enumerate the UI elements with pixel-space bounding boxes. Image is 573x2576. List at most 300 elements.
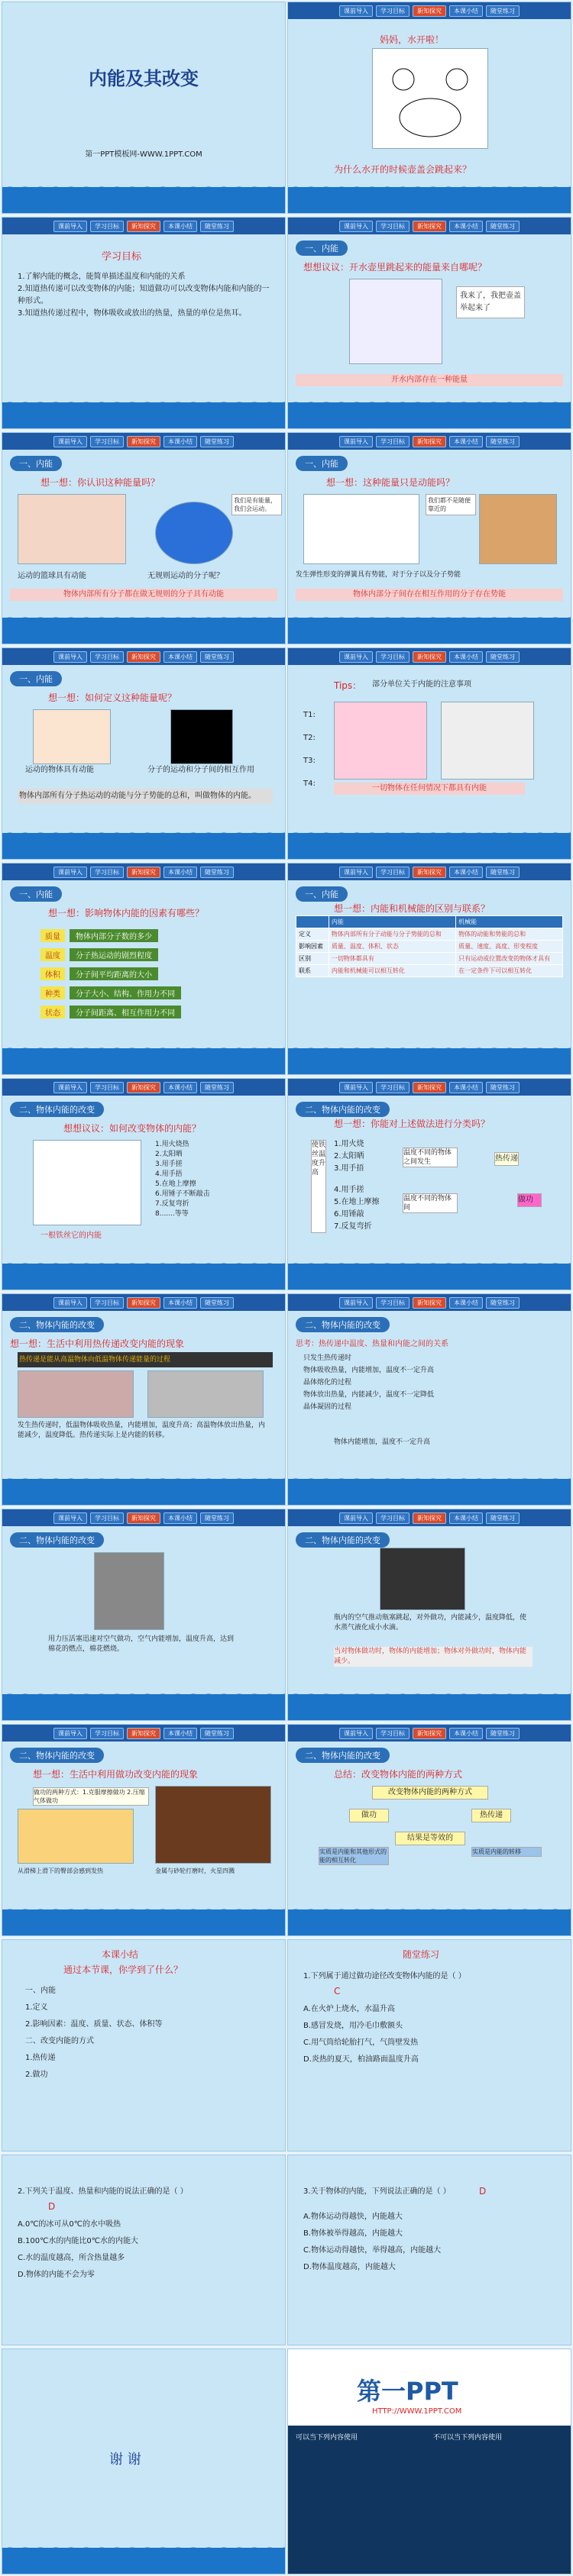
highlight-bar: 开水内部存在一种能量	[296, 374, 563, 386]
options	[303, 2001, 419, 2068]
nav-button[interactable]: 课前导入	[53, 1728, 87, 1739]
nav-button[interactable]: 本课小结	[449, 1728, 483, 1739]
nav-button[interactable]: 本课小结	[163, 1512, 197, 1524]
option: C.用气筒给轮胎打气，气筒壁发热	[303, 2039, 419, 2047]
s3-head: 学习目标	[102, 251, 142, 263]
nav-button[interactable]: 本课小结	[449, 221, 483, 232]
factor-row	[40, 1004, 181, 1018]
work-essence: 实质是内能和其他形式的能的相互转化	[319, 1847, 389, 1865]
summary-item: 1.热传递	[25, 2054, 56, 2062]
nav-button[interactable]: 学习目标	[376, 221, 410, 232]
ironing-image	[147, 1370, 264, 1418]
nav-button[interactable]: 学习目标	[90, 1512, 124, 1524]
speech-bubble: 我来了，我把壶盖举起来了	[456, 286, 525, 318]
nav-bar	[2, 864, 285, 880]
nav-button[interactable]: 学习目标	[90, 1728, 124, 1739]
summary-item: 二、改变内能的方式	[25, 2037, 94, 2045]
nav-bar	[2, 648, 285, 665]
option: A.物体运动得越快，内能越大	[303, 2213, 403, 2221]
molecule-image	[479, 494, 557, 564]
nav-button[interactable]: 新知探究	[127, 1297, 160, 1309]
highlight-bar: 物体内部分子间存在相互作用的分子存在势能	[296, 589, 563, 601]
nav-button[interactable]: 课前导入	[53, 867, 87, 878]
answer: C	[334, 1986, 341, 1997]
nav-button[interactable]: 随堂练习	[486, 651, 520, 663]
main-title: 内能及其改变	[89, 67, 199, 89]
nav-button[interactable]: 学习目标	[90, 651, 124, 663]
nav-button[interactable]: 新知探究	[127, 1728, 160, 1739]
nav-button[interactable]: 本课小结	[449, 651, 483, 663]
slide-10	[287, 863, 571, 1075]
nav-button[interactable]: 课前导入	[53, 1512, 87, 1524]
caption: 分子的运动和分子间的相互作用	[147, 766, 254, 774]
kettle-cartoon	[372, 48, 488, 149]
nav-button[interactable]: 学习目标	[376, 5, 410, 17]
waves-decoration	[288, 618, 571, 644]
s7-question: 想一想：如何定义这种能量呢？	[48, 692, 177, 703]
waves-decoration	[288, 1264, 571, 1290]
table-cell: 质量、速度、高度、形变程度	[456, 941, 563, 953]
waves-decoration	[2, 833, 285, 859]
nav-button[interactable]: 本课小结	[163, 436, 197, 447]
nav-bar	[2, 1079, 285, 1096]
s4-question: 想想议议：开水壶里跳起来的能量来自哪呢？	[303, 262, 487, 273]
s11-question: 想想议议：如何改变物体的内能？	[63, 1123, 202, 1134]
equivalent-box: 结果是等效的	[395, 1832, 465, 1845]
nav-button[interactable]: 课前导入	[339, 1512, 373, 1524]
cooking-image	[18, 1370, 134, 1418]
nav-button[interactable]: 新知探究	[413, 221, 446, 232]
table-header: 机械能	[456, 916, 563, 928]
table-cell: 定义	[296, 928, 329, 941]
waves-decoration	[2, 1264, 285, 1290]
waves-decoration	[2, 1694, 285, 1720]
table-cell: 内能和机械能可以相互转化	[329, 965, 455, 977]
basketball-image	[18, 494, 126, 564]
highlight-bar: 一切物体在任何情况下都具有内能	[334, 783, 525, 795]
nav-button[interactable]: 新知探究	[413, 651, 446, 663]
factor-desc: 分子间距离、相互作用力不同	[70, 1006, 181, 1018]
nav-button[interactable]: 课前导入	[339, 867, 373, 878]
nav-button[interactable]: 随堂练习	[200, 1082, 234, 1093]
slide-18	[287, 1724, 571, 1936]
method-item: 2.太阳晒	[155, 1151, 183, 1158]
objective-item: 3.知道热传递过程中，物体吸收或放出的热量，热量的单位是焦耳。	[18, 309, 247, 318]
caption: 发生弹性形变的弹簧具有势能，对于分子以及分子势能	[296, 571, 461, 579]
s5-question: 想一想：你认识这种能量吗？	[40, 477, 160, 488]
method-list	[155, 1140, 210, 1219]
nav-button[interactable]: 新知探究	[413, 1728, 446, 1739]
nav-button[interactable]: 学习目标	[376, 867, 410, 878]
slide-20	[287, 1939, 571, 2152]
table-header: 内能	[329, 916, 455, 928]
table-cell: 影响因素	[296, 941, 329, 953]
nav-button[interactable]: 学习目标	[376, 1512, 410, 1524]
group-a	[334, 1138, 364, 1175]
note-bar: 热传递是能从高温物体向低温物体传递能量的过程	[18, 1352, 273, 1367]
nav-button[interactable]: 随堂练习	[200, 867, 234, 878]
side-label: 使铁丝温度升高	[311, 1140, 326, 1233]
section-tag: 一、内能	[10, 456, 62, 471]
highlight-bar: 物体内部所有分子都在做无规则的分子具有动能	[10, 589, 277, 601]
nav-button[interactable]: 随堂练习	[486, 1512, 520, 1524]
section-tag: 一、内能	[296, 240, 348, 256]
s2-question: 为什么水开的时候壶盖会跳起来？	[334, 164, 472, 175]
conclusion: 物体内能增加，温度不一定升高	[334, 1438, 431, 1446]
nav-button[interactable]: 课前导入	[339, 651, 373, 663]
method-item: 1.用火烧热	[155, 1141, 189, 1148]
nav-button[interactable]: 新知探究	[127, 651, 160, 663]
factor-row	[40, 947, 181, 961]
nav-button[interactable]: 课前导入	[339, 1082, 373, 1093]
slide-12	[287, 1078, 571, 1290]
method-item: 3.用手捂	[334, 1164, 364, 1173]
nav-button[interactable]: 随堂练习	[486, 5, 520, 17]
table-cell: 在一定条件下可以相互转化	[456, 965, 563, 977]
s12-question: 想一想：你能对上述做法进行分类吗？	[334, 1119, 490, 1129]
answer: D	[48, 2201, 56, 2212]
nav-button[interactable]: 本课小结	[163, 221, 197, 232]
nav-button[interactable]: 学习目标	[90, 867, 124, 878]
waves-decoration	[2, 1048, 285, 1074]
exercise-question: 2.下列关于温度、热量和内能的说法正确的是（ ）	[18, 2187, 188, 2196]
nav-button[interactable]: 随堂练习	[486, 867, 520, 878]
slide-21	[2, 2155, 286, 2345]
nav-button[interactable]: 新知探究	[127, 867, 160, 878]
definition-box: 物体内部所有分子热运动的动能与分子势能的总和，叫做物体的内能。	[18, 789, 273, 804]
nav-button[interactable]: 课前导入	[339, 221, 373, 232]
nav-button[interactable]: 课前导入	[339, 5, 373, 17]
nav-button[interactable]: 学习目标	[376, 436, 410, 447]
section-tag: 二、物体内能的改变	[296, 1532, 390, 1548]
wire-image	[33, 1140, 141, 1225]
method-desc: 温度不同的物体间	[403, 1193, 458, 1213]
section-tag: 二、物体内能的改变	[296, 1748, 390, 1763]
waves-decoration	[2, 1909, 285, 1935]
factor-row	[40, 928, 181, 942]
nav-button[interactable]: 随堂练习	[486, 221, 520, 232]
section-tag: 一、内能	[10, 886, 62, 902]
option: D.炎热的夏天，柏油路面温度升高	[303, 2055, 419, 2064]
heat-box: 热传递	[471, 1809, 511, 1822]
slide-14	[287, 1293, 571, 1506]
slide-17	[2, 1724, 286, 1936]
waves-decoration	[2, 2548, 285, 2574]
slide-5	[2, 432, 286, 644]
nav-button[interactable]: 课前导入	[339, 1297, 373, 1309]
caption: 从滑梯上滑下的臀部会感到发热	[18, 1867, 103, 1874]
nav-button[interactable]: 随堂练习	[200, 221, 234, 232]
slide-2	[287, 2, 571, 214]
section-tag: 二、物体内能的改变	[10, 1102, 104, 1117]
method-item: 6.用锤敲	[334, 1210, 364, 1219]
nav-button[interactable]: 学习目标	[90, 221, 124, 232]
caption: 运动的物体具有动能	[25, 766, 94, 774]
slide-22	[287, 2155, 571, 2345]
nav-button[interactable]: 新知探究	[413, 1512, 446, 1524]
nav-button[interactable]: 本课小结	[449, 436, 483, 447]
nav-button[interactable]: 学习目标	[90, 1082, 124, 1093]
relation-item: 物体放出热量，内能减少，温度不一定降低	[303, 1391, 435, 1399]
experiment-text: 用力压活塞迅速对空气做功，空气内能增加，温度升高，达到棉花的燃点，棉花燃烧。	[48, 1635, 235, 1653]
nav-button[interactable]: 学习目标	[90, 1297, 124, 1309]
method-item: 5.在地上摩擦	[155, 1180, 196, 1188]
nav-button[interactable]: 本课小结	[163, 1728, 197, 1739]
method-item: 7.反复弯折	[334, 1222, 372, 1231]
factor-desc: 物体内部分子数的多少	[70, 929, 158, 942]
section-tag: 一、内能	[10, 671, 62, 686]
section-tag: 二、物体内能的改变	[296, 1102, 390, 1117]
table-cell: 质量、温度、体积、状态	[329, 941, 455, 953]
option: A.0℃的冰可从0℃的水中吸热	[18, 2220, 121, 2229]
nav-button[interactable]: 本课小结	[163, 1082, 197, 1093]
nav-bar	[288, 433, 571, 450]
nav-button[interactable]: 学习目标	[376, 1082, 410, 1093]
nav-button[interactable]: 本课小结	[449, 5, 483, 17]
grinding-image	[155, 1786, 271, 1864]
exercise-question: 1.下列属于通过做功途径改变物体内能的是（ ）	[303, 1972, 466, 1980]
s14-question: 思考：热传递中温度、热量和内能之间的关系	[296, 1340, 448, 1348]
nav-button[interactable]: 本课小结	[449, 1512, 483, 1524]
relation-list	[303, 1352, 555, 1413]
nav-button[interactable]: 随堂练习	[486, 1082, 520, 1093]
waves-decoration	[288, 1048, 571, 1074]
option: C.水的温度越高，所含热量越多	[18, 2254, 125, 2262]
explanation: 发生热传递时，低温物体吸收热量，内能增加，温度升高；高温物体放出热量，内能减少，温度降低。热传递实际上是内能的转移。	[18, 1422, 266, 1439]
nav-button[interactable]: 课前导入	[53, 436, 87, 447]
section-tag: 二、物体内能的改变	[10, 1748, 104, 1763]
speech-bubble: 我们都不是随便靠近的	[426, 494, 476, 515]
waves-decoration	[2, 1479, 285, 1505]
slide-16	[287, 1509, 571, 1721]
logo-text: 第一PPT	[357, 2377, 458, 2406]
nav-button[interactable]: 新知探究	[413, 867, 446, 878]
nav-button[interactable]: 本课小结	[163, 867, 197, 878]
nav-bar	[2, 1725, 285, 1742]
answer: D	[479, 2186, 487, 2197]
summary-item: 一、内能	[25, 1987, 56, 1995]
nav-button[interactable]: 课前导入	[53, 1082, 87, 1093]
waves-decoration	[288, 833, 571, 859]
nav-button[interactable]: 随堂练习	[200, 1512, 234, 1524]
method-item: 7.反复弯折	[155, 1200, 189, 1208]
section-tag: 二、物体内能的改变	[296, 1317, 390, 1332]
table-cell: 联系	[296, 965, 329, 977]
table-cell: 区别	[296, 953, 329, 965]
summary-item: 2.影响因素：温度、质量、状态、体积等	[25, 2020, 163, 2029]
nav-bar	[288, 2, 571, 19]
nav-button[interactable]: 课前导入	[339, 436, 373, 447]
nav-button[interactable]: 新知探究	[127, 221, 160, 232]
factor-tag: 种类	[40, 986, 65, 999]
table-row	[296, 928, 563, 941]
objective-item: 2.知道热传递可以改变物体的内能；知道做功可以改变物体内能和内能的一种形式。	[18, 285, 270, 305]
nav-button[interactable]: 随堂练习	[486, 436, 520, 447]
work-box: 做功	[349, 1809, 389, 1822]
nav-button[interactable]: 学习目标	[376, 1297, 410, 1309]
nav-button[interactable]: 课前导入	[53, 221, 87, 232]
slide-13	[2, 1293, 286, 1506]
subtitle: 第一PPT模板网-WWW.1PPT.COM	[85, 150, 202, 159]
method-item: 1.用火烧	[334, 1140, 364, 1148]
option: B.物体被举得越高，内能越大	[303, 2229, 403, 2238]
exercise-question: 3.关于物体的内能，下列说法正确的是（ ）	[303, 2187, 451, 2196]
caption: 运动的篮球具有动能	[18, 572, 86, 580]
nav-button[interactable]: 学习目标	[376, 1728, 410, 1739]
nav-button[interactable]: 课前导入	[339, 1728, 373, 1739]
nav-bar	[2, 433, 285, 450]
option: B.100℃水的内能比0℃水的内能大	[18, 2237, 138, 2245]
slide-3	[2, 217, 286, 429]
caption: 金属与砂轮打磨时，火星四溅	[155, 1867, 235, 1874]
nav-button[interactable]: 新知探究	[413, 1297, 446, 1309]
nav-button[interactable]: 学习目标	[90, 436, 124, 447]
group-b	[334, 1184, 380, 1233]
table-row	[296, 953, 563, 965]
table-row	[296, 965, 563, 977]
table-cell: 物体的动能和势能的总和	[456, 928, 563, 941]
table-cell: 一切物体都具有	[329, 953, 455, 965]
summary-list	[25, 1983, 163, 2084]
heat-essence: 实质是内能的转移	[471, 1847, 542, 1857]
experiment-text: 瓶内的空气推动瓶塞跳起，对外做功，内能减少，温度降低，使水蒸气液化成小水滴。	[334, 1614, 527, 1632]
s2-shout: 妈妈，水开啦！	[380, 34, 445, 45]
method-item: 6.用锤子不断敲击	[155, 1190, 210, 1198]
section-tag: 一、内能	[296, 886, 348, 902]
relation-item: 晶体熔化的过程	[303, 1379, 352, 1386]
tip-label: Tips：	[334, 680, 362, 691]
slide-11	[2, 1078, 286, 1290]
nav-bar	[288, 1294, 571, 1311]
nav-button[interactable]: 课前导入	[53, 1297, 87, 1309]
nav-button[interactable]: 本课小结	[449, 1297, 483, 1309]
nav-button[interactable]: 本课小结	[449, 1082, 483, 1093]
waves-decoration	[288, 1479, 571, 1505]
factor-tag: 状态	[40, 1006, 65, 1018]
slide-7	[2, 647, 286, 860]
section-tag: 二、物体内能的改变	[10, 1317, 104, 1332]
nav-button[interactable]: 本课小结	[163, 1297, 197, 1309]
nav-button[interactable]: 随堂练习	[486, 1297, 520, 1309]
factor-tag: 体积	[40, 967, 65, 980]
slide-23	[2, 2348, 286, 2574]
nav-button[interactable]: 随堂练习	[200, 1297, 234, 1309]
t-label: T1:	[303, 711, 316, 719]
url-text: HTTP://WWW.1PPT.COM	[372, 2407, 462, 2416]
objects-image	[33, 709, 111, 764]
nav-bar	[288, 864, 571, 880]
nav-button[interactable]: 随堂练习	[200, 436, 234, 447]
nav-button[interactable]: 新知探究	[413, 5, 446, 17]
section-tag: 一、内能	[296, 456, 348, 471]
relation-item: 物体吸收热量，内能增加，温度不一定升高	[303, 1367, 435, 1374]
nav-bar	[288, 1725, 571, 1742]
slide-image	[18, 1809, 134, 1864]
nav-bar	[288, 648, 571, 665]
nav-bar	[2, 1294, 285, 1311]
bottle-image	[380, 1548, 465, 1610]
summary-item: 1.定义	[25, 2003, 48, 2012]
highlight-bar: 当对物体做功时，物体的内能增加；物体对外做功时，物体内能减少。	[334, 1647, 533, 1667]
nav-bar	[288, 1079, 571, 1096]
nav-button[interactable]: 课前导入	[53, 651, 87, 663]
option: C.物体运动得越快，举得越高，内能越大	[303, 2246, 442, 2255]
s9-question: 想一想：影响物体内能的因素有哪些？	[48, 908, 205, 918]
comparison-table	[296, 915, 563, 977]
nav-bar	[2, 218, 285, 234]
table-row	[296, 941, 563, 953]
s6-question: 想一想：这种能量只是动能吗？	[326, 477, 455, 488]
s13-question: 想一想：生活中利用热传递改变内能的现象	[10, 1338, 185, 1349]
nav-button[interactable]: 新知探究	[127, 436, 160, 447]
nav-button[interactable]: 本课小结	[449, 867, 483, 878]
option: A.在火炉上烧水，水温升高	[303, 2005, 395, 2013]
molecule-image	[155, 502, 233, 564]
waves-decoration	[288, 1909, 571, 1935]
top-box: 改变物体内能的两种方式	[372, 1786, 488, 1800]
slide-1	[2, 2, 286, 214]
nav-button[interactable]: 学习目标	[376, 651, 410, 663]
nav-button[interactable]: 新知探究	[413, 1082, 446, 1093]
caption: 无规则运动的分子呢？	[147, 572, 224, 580]
s3-list	[18, 271, 270, 320]
s18-question: 总结：改变物体内能的两种方式	[334, 1769, 463, 1780]
can-use-head: 可以当下列内容使用	[296, 2434, 358, 2442]
method-item: 4.用手搓	[334, 1186, 364, 1194]
slide-4	[287, 217, 571, 429]
nav-button[interactable]: 新知探究	[127, 1512, 160, 1524]
method-item: 3.用手搓	[155, 1160, 183, 1168]
summary-item: 2.做功	[25, 2071, 48, 2079]
options	[18, 2216, 138, 2284]
nav-button[interactable]: 随堂练习	[486, 1728, 520, 1739]
nav-button[interactable]: 随堂练习	[200, 1728, 234, 1739]
objective-item: 1.了解内能的概念，能简单描述温度和内能的关系	[18, 273, 186, 281]
table-cell: 物体内部所有分子动能与分子势能的总和	[329, 928, 455, 941]
thanks-text: 谢 谢	[109, 2452, 141, 2468]
slide-24	[287, 2348, 571, 2574]
relation-item: 只发生热传递时	[303, 1354, 352, 1362]
options	[303, 2209, 441, 2276]
factor-desc: 分子大小、结构、作用力不同	[70, 986, 181, 999]
method-item: 8.......等等	[155, 1210, 189, 1218]
nav-bar	[2, 1509, 285, 1526]
slide-6	[287, 432, 571, 644]
slide-9	[2, 863, 286, 1075]
result-heat: 热传递	[494, 1152, 519, 1166]
piston-image	[94, 1552, 164, 1630]
character-image	[334, 702, 427, 780]
factor-list	[40, 923, 181, 1023]
t-label: T3:	[303, 757, 316, 765]
factor-row	[40, 985, 181, 999]
slide-8	[287, 647, 571, 860]
particles-image	[170, 709, 233, 764]
waves-decoration	[288, 1694, 571, 1720]
nav-button[interactable]: 随堂练习	[200, 651, 234, 663]
nav-button[interactable]: 本课小结	[163, 651, 197, 663]
nav-button[interactable]: 新知探究	[127, 1082, 160, 1093]
option: D.物体温度越高，内能越大	[303, 2263, 396, 2271]
wire-caption: 一根铁丝它的内能	[40, 1232, 102, 1240]
kettle-image	[349, 279, 442, 364]
waves-decoration	[288, 402, 571, 428]
nav-button[interactable]: 新知探究	[413, 436, 446, 447]
relation-item: 晶体凝固的过程	[303, 1403, 352, 1411]
table-header	[296, 916, 329, 928]
factor-desc: 分子热运动的剧烈程度	[70, 948, 158, 961]
t-label: T4:	[303, 780, 316, 788]
